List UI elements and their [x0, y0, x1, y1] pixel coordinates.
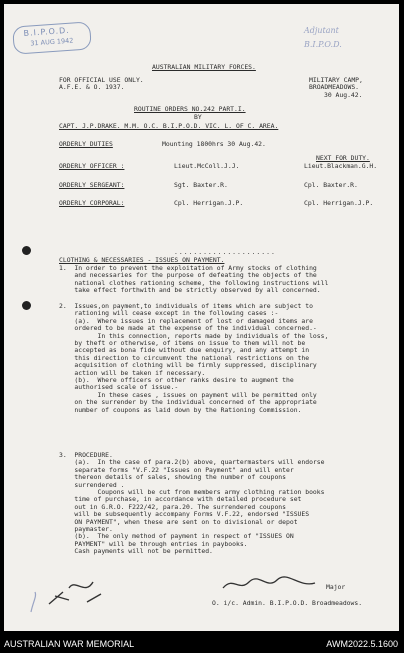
stamp-line-1: B.I.P.O.D. — [23, 25, 71, 38]
punch-hole — [22, 246, 31, 255]
signature-rank: Major — [326, 583, 346, 591]
signature-title: O. i/c. Admin. B.I.P.O.D. Broadmeadows. — [212, 599, 363, 607]
archive-footer — [0, 636, 404, 653]
duty-row-label: ORDERLY SERGEANT: — [59, 181, 125, 189]
document-heading: AUSTRALIAN MILITARY FORCES. — [152, 63, 256, 71]
duty-row-next: Lieut.Blackman.G.H. — [304, 162, 378, 170]
duty-row-next: Cpl. Herrigan.J.P. — [304, 199, 374, 207]
duties-label: ORDERLY DUTIES — [59, 140, 113, 148]
footer-left: AUSTRALIAN WAR MEMORIAL — [4, 639, 135, 649]
paragraph-2: 2. Issues,on payment,to individuals of items which are subject to rationing will cease except in the following cases :- (a). Where issues in replacement of lost or damaged items are ordered to be made at the expense of the individual concerned.- In this connection, reports made by individuals of the loss, by theft or otherwise, of items on issue to them will not be accepted as bona fide without due enquiry, and any attempt in this direction to circumvent the national restrictions on the acquisition of clothing will be firmly suppressed, disciplinary action will be taken if necessary. (b). Where officers or other ranks desire to augment the authorised scale of issue.- In these cases , issues on payment will be permitted only on the surrender by the individual concerned of the appropriate number of coupons as laid down by the Rationing Commission. — [59, 302, 329, 414]
stamp-line-2: 31 AUG 1942 — [30, 36, 74, 48]
duty-row-current: Sgt. Baxter.R. — [174, 181, 228, 189]
orders-by: BY — [194, 113, 202, 121]
next-for-duty-heading: NEXT FOR DUTY. — [316, 154, 370, 162]
duty-row-current: Lieut.McColl.J.J. — [174, 162, 240, 170]
document-page — [4, 4, 399, 631]
duties-mounting: Mounting 1800hrs 30 Aug.42. — [162, 140, 266, 148]
section-divider: ..................... — [174, 248, 276, 256]
header-right-2: BROADMEADOWS. — [309, 83, 360, 91]
paragraph-3: 3. PROCEDURE. (a). In the case of para.2(b) above, quartermasters will endorse separate forms "V.F.22 "Issues on Payment" and will enter thereon details of sales, showing the number of coupons surrendered . Coupons will be cut from members army clothing ration books time of purchase, in accordance with detailed procedure set out in G.R.O. F222/42, para.20. The surrendered coupons will be subsequently accompany Forms V.F.22, endorsed "ISSUES ON PAYMENT", when these are sent on to divisional or depot paymaster. (b). The only method of payment in respect of "ISSUES ON PAYMENT" will be through entries in paybooks. Cash payments will not be permitted. — [59, 451, 325, 556]
handwritten-annotation: Adjutant B.I.P.O.D. — [304, 26, 342, 49]
header-left-2: A.F.E. & O. 1937. — [59, 83, 125, 91]
orders-title: ROUTINE ORDERS NO.242 PART.I. — [134, 105, 246, 113]
duty-row-label: ORDERLY CORPORAL: — [59, 199, 125, 207]
handwritten-initials — [29, 566, 119, 616]
signature-scrawl — [219, 574, 329, 594]
header-left-1: FOR OFFICIAL USE ONLY. — [59, 76, 144, 84]
duty-row-current: Cpl. Herrigan.J.P. — [174, 199, 244, 207]
header-right-1: MILITARY CAMP, — [309, 76, 363, 84]
header-right-date: 30 Aug.42. — [324, 91, 363, 99]
paragraph-1: 1. In order to prevent the exploitation of Army stocks of clothing and necessaries for the purpose of defeating the objects of the national clothes rationing scheme, the following instructions will take effect forthwith and be strictly observed by all concerned. — [59, 264, 329, 295]
duty-row-next: Cpl. Baxter.R. — [304, 181, 358, 189]
section-heading: CLOTHING & NECESSARIES - ISSUES ON PAYMENT. — [59, 256, 225, 264]
punch-hole — [22, 301, 31, 310]
date-stamp — [12, 21, 92, 54]
orders-officer: CAPT. J.P.DRAKE. M.M. O.C. B.I.P.O.D. VIC. L. OF C. AREA. — [59, 122, 279, 130]
footer-right: AWM2022.5.1600 — [326, 639, 398, 649]
duty-row-label: ORDERLY OFFICER : — [59, 162, 125, 170]
